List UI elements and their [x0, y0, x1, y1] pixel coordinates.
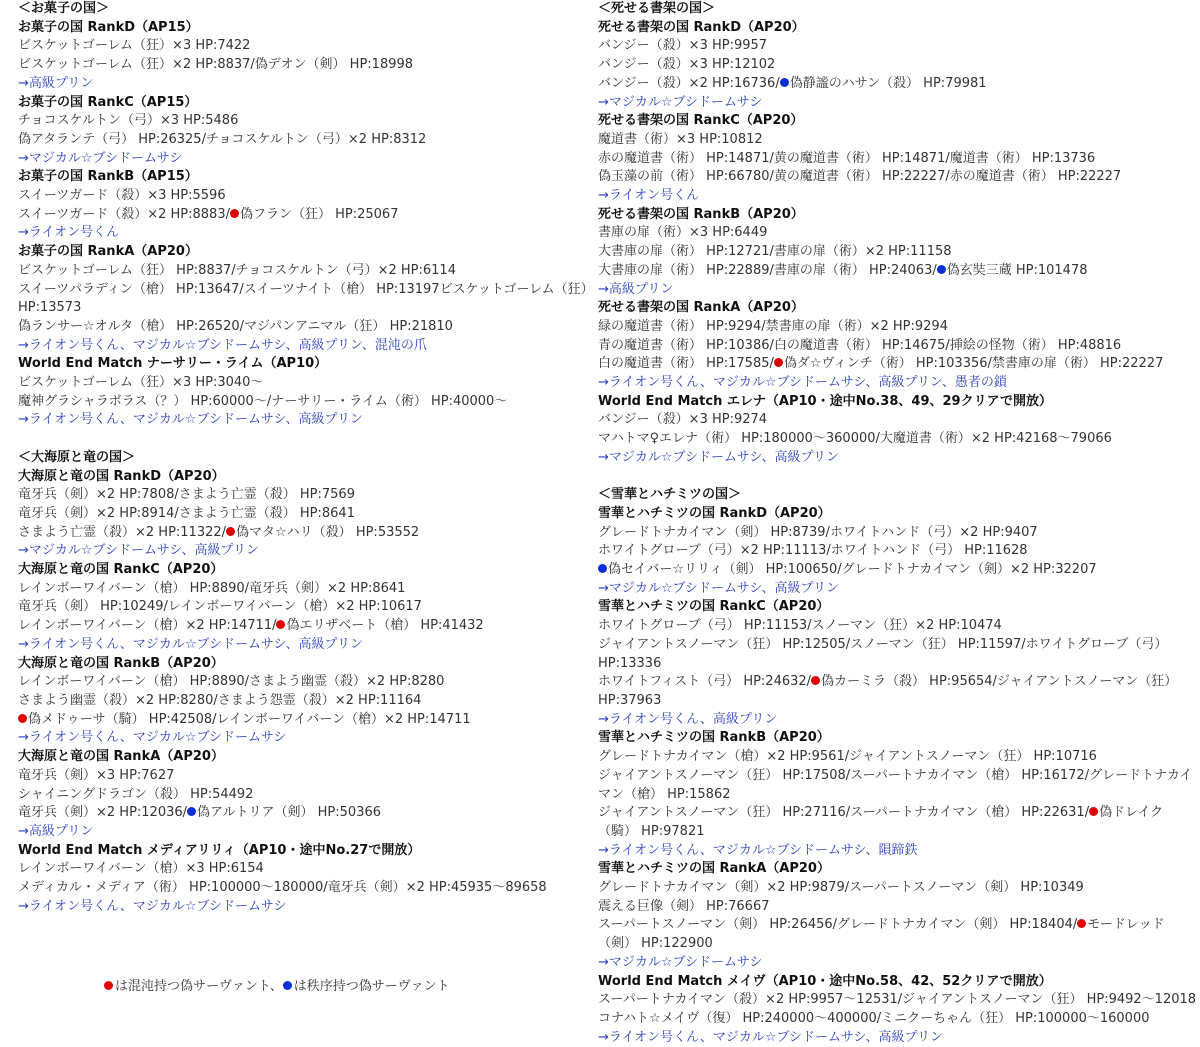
order-dot-icon [937, 265, 946, 274]
wave-line: マハトマ♀エレナ（術） HP:180000～360000/大魔道書（術）×2 HP:42168～79066 [598, 431, 1112, 447]
wave-line: グレードトナカイマン（剣） HP:8739/ホワイトハンド（弓）×2 HP:9407 [598, 524, 1038, 540]
wave-line [598, 75, 1190, 94]
legend-chaos-text: は混沌持つ偽サーヴァント、 [115, 979, 283, 994]
wave-text: モードレッド [1087, 917, 1165, 933]
wave-text: ジャイアントスノーマン（狂） HP:27116/スーパートナカイマン（槍） HP:22631/ [598, 805, 1090, 821]
quest-title: 雪華とハチミツの国 RankA（AP20） [598, 861, 830, 877]
quest-title: 死せる書架の国 RankB（AP20） [598, 206, 804, 222]
wave-line: レインボーワイバーン（槍） HP:8890/さまよう幽霊（殺）×2 HP:8280 [18, 674, 445, 690]
quest-title: World End Match メイヴ（AP10・途中No.58、42、52クリアで開放） [598, 973, 1052, 989]
wave-line: チョコスケルトン（弓）×3 HP:5486 [18, 113, 239, 129]
wave-line [598, 804, 1190, 823]
wave-line: 偽ランサー☆オルタ（槍） HP:26520/マジパンアニマル（狂） HP:21810 [18, 318, 453, 334]
chaos-dot-icon [18, 714, 27, 723]
quest-title: お菓子の国 RankD（AP15） [18, 19, 199, 35]
wave-line: バンジー（殺）×3 HP:12102 [598, 57, 776, 73]
wave-line: 竜牙兵（剣）×2 HP:8914/さまよう亡霊（殺） HP:8641 [18, 505, 355, 521]
wave-line: 竜牙兵（剣）×3 HP:7627 [18, 767, 175, 783]
wave-line: さまよう幽霊（殺）×2 HP:8280/さまよう怨霊（殺）×2 HP:11164 [18, 693, 422, 708]
wave-line: スイーツパラディン（槍） HP:13647/スイーツナイト（槍） HP:13197ビスケットゴーレム（狂） [18, 281, 594, 297]
drop-link[interactable]: →ライオン号くん、マジカル☆ブシドームサシ、高級プリン [18, 636, 363, 652]
drop-link[interactable]: →ライオン号くん、高級プリン [598, 711, 778, 727]
wave-line: HP:13336 [598, 655, 662, 671]
chaos-dot-icon [1089, 807, 1098, 816]
wave-line [18, 617, 586, 636]
quest-title: 死せる書架の国 RankD（AP20） [598, 19, 805, 35]
quest-title: 大海原と竜の国 RankD（AP20） [18, 468, 225, 484]
left-column [18, 0, 594, 916]
drop-link[interactable]: →マジカル☆ブシドームサシ [18, 150, 183, 166]
legend-order-text: は秩序持つ偽サーヴァント [293, 979, 450, 994]
quest-title: World End Match メディアリリィ（AP10・途中No.27で開放） [18, 842, 421, 858]
wave-text: 大書庫の扉（術） HP:22889/書庫の扉（術） HP:24063/ [598, 262, 937, 278]
wave-line: （剣） HP:122900 [598, 936, 713, 952]
drop-link[interactable]: →ライオン号くん [598, 188, 700, 204]
chaos-dot-icon [1077, 919, 1086, 928]
quest-title: World End Match ナーサリー・ライム（AP10） [18, 356, 328, 372]
spacer [598, 468, 1190, 487]
wave-text: ホワイトフィスト（弓） HP:24632/ [598, 674, 812, 690]
drop-link[interactable]: →マジカル☆ブシドームサシ [598, 94, 763, 110]
wave-text: 偽静謐のハサン（殺） HP:79981 [789, 75, 987, 91]
wave-line [18, 206, 586, 225]
order-dot-icon [598, 564, 607, 573]
wave-line: HP:37963 [598, 693, 662, 708]
wave-line: スーパートナカイマン（殺）×2 HP:9957～12531/ジャイアントスノーマン（狂） HP:9492～12018 [598, 992, 1197, 1008]
wave-line: レインボーワイバーン（槍）×3 HP:6154 [18, 861, 264, 877]
wave-line [598, 561, 1190, 580]
wave-line [18, 711, 586, 730]
wave-text: 偽アルトリア（剣） HP:50366 [197, 805, 381, 821]
wave-line: ホワイトグローブ（弓）×2 HP:11113/ホワイトハンド（弓） HP:11628 [598, 543, 1028, 559]
wave-line: バンジー（殺）×3 HP:9957 [598, 38, 768, 54]
wave-text: 偽カーミラ（殺） HP:95654/ジャイアントスノーマン（狂） [821, 674, 1178, 690]
order-dot-icon [780, 78, 789, 87]
drop-link[interactable]: →ライオン号くん、マジカル☆ブシドームサシ、高級プリン [598, 1029, 943, 1045]
drop-link[interactable]: →ライオン号くん、マジカル☆ブシドームサシ、高級プリン [18, 412, 363, 428]
quest-title: お菓子の国 RankB（AP15） [18, 169, 198, 185]
wave-line: 偽玉藻の前（術） HP:66780/黄の魔道書（術） HP:22227/赤の魔道書（術） HP:22227 [598, 169, 1122, 185]
wave-text: 白の魔道書（術） HP:17585/ [598, 356, 774, 372]
section-header-ocean: ＜大海原と竜の国＞ [18, 449, 136, 465]
wave-line: 青の魔道書（術） HP:10386/白の魔道書（術） HP:14675/挿絵の怪物（術） HP:48816 [598, 337, 1122, 353]
section-header-snow: ＜雪華とハチミツの国＞ [598, 487, 742, 503]
drop-link[interactable]: →マジカル☆ブシドームサシ、高級プリン [598, 580, 839, 596]
drop-link[interactable]: →ライオン号くん、マジカル☆ブシドームサシ [18, 730, 287, 746]
chaos-dot-icon [226, 527, 235, 536]
wave-text: スイーツガード（殺）×2 HP:8883/ [18, 206, 230, 222]
wave-line: 竜牙兵（剣）×2 HP:7808/さまよう亡霊（殺） HP:7569 [18, 487, 355, 503]
wave-line: 竜牙兵（剣） HP:10249/レインボーワイバーン（槍）×2 HP:10617 [18, 599, 422, 615]
wave-text: さまよう亡霊（殺）×2 HP:11322/ [18, 524, 227, 540]
quest-title: 雪華とハチミツの国 RankB（AP20） [598, 730, 830, 746]
wave-line: ジャイアントスノーマン（狂） HP:12505/スノーマン（狂） HP:11597/ホワイトグローブ（弓） [598, 636, 1168, 652]
wave-line: ジャイアントスノーマン（狂） HP:17508/スーパートナカイマン（槍） HP:16172/グレードトナカイ [598, 767, 1193, 783]
drop-link[interactable]: →ライオン号くん、マジカル☆ブシドームサシ、高級プリン、混沌の爪 [18, 337, 427, 353]
wave-line: シャイニングドラゴン（殺） HP:54492 [18, 786, 254, 802]
section-header-sweets: ＜お菓子の国＞ [18, 1, 110, 16]
wave-line [598, 916, 1190, 935]
wave-line: 大書庫の扉（術） HP:12721/書庫の扉（術）×2 HP:11158 [598, 244, 952, 260]
legend [104, 975, 450, 994]
wave-text: 偽セイバー☆リリィ（剣） HP:100650/グレードトナカイマン（剣）×2 HP:32207 [608, 562, 1097, 578]
chaos-dot-icon [774, 358, 783, 367]
quest-title: 雪華とハチミツの国 RankC（AP20） [598, 599, 830, 615]
wave-line: スイーツガード（殺）×3 HP:5596 [18, 188, 226, 204]
wave-line: ビスケットゴーレム（狂）×3 HP:7422 [18, 38, 251, 54]
wave-text: 偽フラン（狂） HP:25067 [239, 206, 399, 222]
quest-title: 死せる書架の国 RankC（AP20） [598, 113, 804, 129]
quest-title: World End Match エレナ（AP10・途中No.38、49、29クリアで開放） [598, 393, 1052, 409]
chaos-dot-icon [276, 620, 285, 629]
quest-title: お菓子の国 RankC（AP15） [18, 94, 198, 110]
drop-link[interactable]: →ライオン号くん、マジカル☆ブシドームサシ、高級プリン、愚者の鎖 [598, 375, 1007, 391]
wave-text: 偽玄奘三蔵 HP:101478 [946, 262, 1088, 278]
wave-line: ビスケットゴーレム（狂） HP:8837/チョコスケルトン（弓）×2 HP:6114 [18, 262, 456, 278]
wave-text: スーパートスノーマン（剣） HP:26456/グレードトナカイマン（剣） HP:18404/ [598, 917, 1078, 933]
drop-link[interactable]: →高級プリン [598, 281, 674, 297]
wave-line: マン（槍） HP:15862 [598, 786, 731, 802]
wave-line: コナハト☆メイヴ（復） HP:240000～400000/ミニクーちゃん（狂） HP:100000～160000 [598, 1010, 1150, 1026]
wave-line [598, 673, 1190, 692]
wave-line: 緑の魔道書（術） HP:9294/禁書庫の扉（術）×2 HP:9294 [598, 318, 948, 334]
wave-line: 魔神グラシャラボラス（？） HP:60000～/ナーサリー・ライム（術） HP:40000～ [18, 393, 508, 409]
wave-line [18, 804, 586, 823]
wave-text: バンジー（殺）×2 HP:16736/ [598, 75, 780, 91]
wave-line: （騎） HP:97821 [598, 823, 705, 839]
quest-title: お菓子の国 RankA（AP20） [18, 244, 198, 260]
wave-line: メディカル・メディア（術） HP:100000～180000/竜牙兵（剣）×2 HP:45935～89658 [18, 880, 547, 896]
wave-line: レインボーワイバーン（槍） HP:8890/竜牙兵（剣）×2 HP:8641 [18, 580, 406, 596]
wave-line: 魔道書（術）×3 HP:10812 [598, 131, 763, 147]
spacer [18, 430, 586, 449]
wave-line: グレードトナカイマン（剣）×2 HP:9879/スーパートスノーマン（剣） HP:10349 [598, 880, 1084, 896]
drop-link[interactable]: →ライオン号くん [18, 225, 120, 241]
chaos-dot-icon [811, 676, 820, 685]
wave-text: 竜牙兵（剣）×2 HP:12036/ [18, 805, 188, 821]
section-header-bookshelf: ＜死せる書架の国＞ [598, 1, 716, 16]
wave-line: 偽アタランテ（弓） HP:26325/チョコスケルトン（弓）×2 HP:8312 [18, 131, 427, 147]
wave-line: グレードトナカイマン（槍）×2 HP:9561/ジャイアントスノーマン（狂） HP:10716 [598, 749, 1097, 765]
quest-title: 死せる書架の国 RankA（AP20） [598, 300, 804, 316]
chaos-dot-icon [104, 981, 113, 990]
wave-text: 偽ドレイク [1099, 805, 1164, 821]
right-column [598, 0, 1197, 1047]
wave-line: ホワイトグローブ（弓） HP:11153/スノーマン（狂）×2 HP:10474 [598, 618, 1002, 634]
wave-text: 偽メドゥーサ（騎） HP:42508/レインボーワイバーン（槍）×2 HP:14711 [28, 711, 471, 727]
wave-line [18, 524, 586, 543]
wave-line: バンジー（殺）×3 HP:9274 [598, 412, 768, 428]
chaos-dot-icon [230, 209, 239, 218]
quest-title: 大海原と竜の国 RankC（AP20） [18, 562, 224, 578]
wave-line [598, 262, 1190, 281]
wave-text: 偽ダ☆ヴィンチ（術） HP:103356/禁書庫の扉（術） HP:22227 [783, 356, 1164, 372]
wave-line: HP:13573 [18, 300, 82, 316]
wave-text: 偽エリザベート（槍） HP:41432 [286, 618, 484, 634]
wave-line: ビスケットゴーレム（狂）×3 HP:3040～ [18, 375, 264, 391]
wave-line: 書庫の扉（術）×3 HP:6449 [598, 225, 768, 241]
wave-line [598, 355, 1190, 374]
order-dot-icon [283, 981, 292, 990]
drop-link[interactable]: →高級プリン [18, 75, 94, 91]
quest-title: 大海原と竜の国 RankB（AP20） [18, 655, 224, 671]
drop-link[interactable]: →高級プリン [18, 823, 94, 839]
drop-link[interactable]: →マジカル☆ブシドームサシ、高級プリン [18, 543, 259, 559]
wave-line: 震える巨像（剣） HP:76667 [598, 898, 770, 914]
wave-line: ビスケットゴーレム（狂）×2 HP:8837/偽デオン（剣） HP:18998 [18, 57, 414, 73]
quest-title: 雪華とハチミツの国 RankD（AP20） [598, 505, 831, 521]
order-dot-icon [187, 807, 196, 816]
wave-line: 赤の魔道書（術） HP:14871/黄の魔道書（術） HP:14871/魔道書（術） HP:13736 [598, 150, 1096, 166]
drop-link[interactable]: →マジカル☆ブシドームサシ、高級プリン [598, 449, 839, 465]
quest-title: 大海原と竜の国 RankA（AP20） [18, 749, 224, 765]
drop-link[interactable]: →ライオン号くん、マジカル☆ブシドームサシ、隕蹄鉄 [598, 842, 918, 858]
wave-text: 偽マタ☆ハリ（殺） HP:53552 [236, 524, 420, 540]
drop-link[interactable]: →ライオン号くん、マジカル☆ブシドームサシ [18, 898, 287, 914]
wave-text: レインボーワイバーン（槍）×2 HP:14711/ [18, 618, 277, 634]
drop-link[interactable]: →マジカル☆ブシドームサシ [598, 954, 763, 970]
